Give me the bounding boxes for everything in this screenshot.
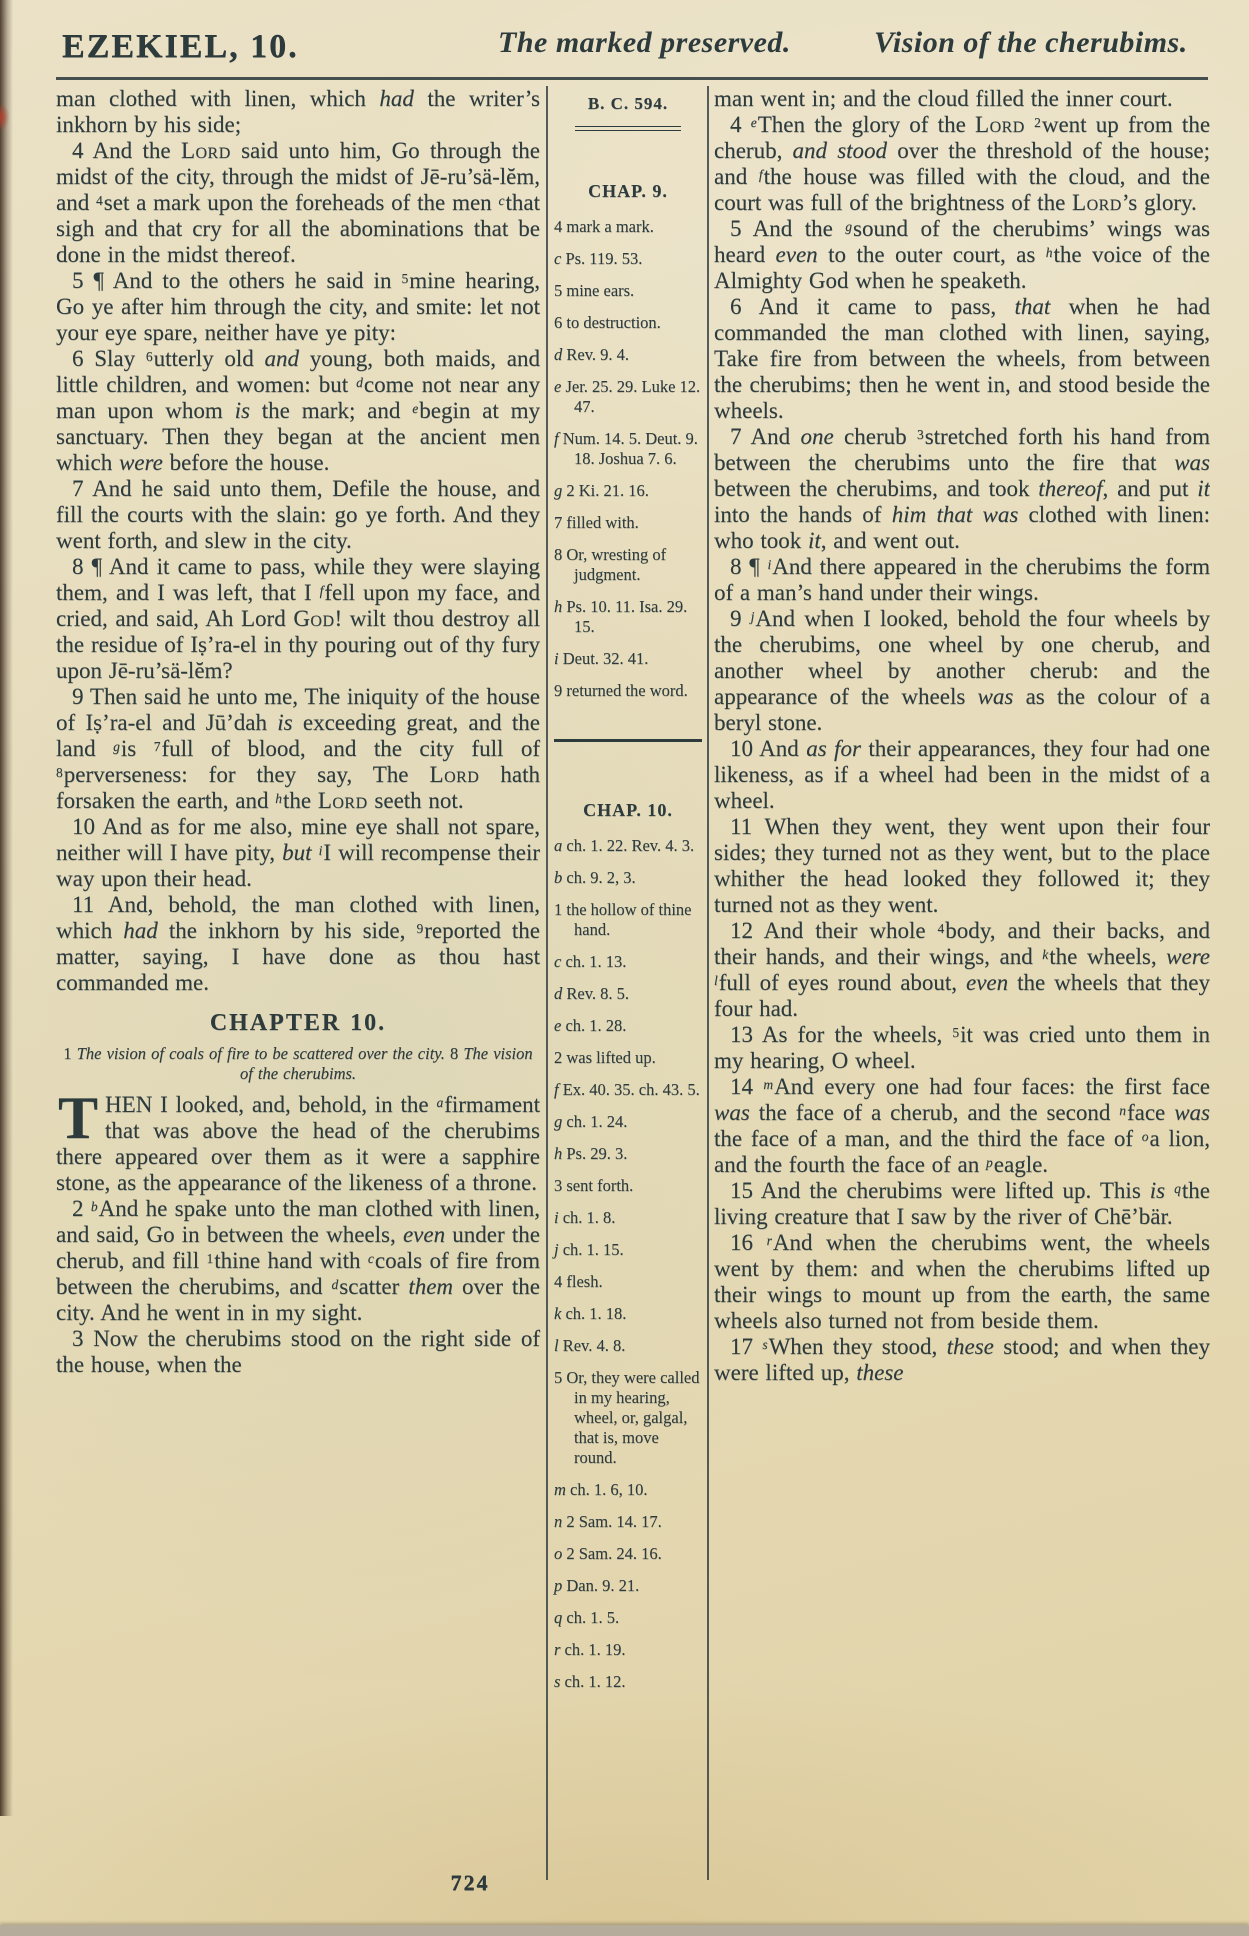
verse-paragraph: 12 And their whole $^4$body, and their backs, and their hands, and their wings, and $^k$the wheels, were $^l$full of eyes round about, even the wheels that they four had. bbox=[714, 918, 1210, 1021]
verse-paragraph: 8 ¶ And it came to pass, while they were slaying them, and I was left, that I $^f$fell upon my face, and cried, and said, Ah Lord God! wilt thou destroy all the residue of Iṣ’ra-el in thy pouring out of thy fury upon Jē-ru’sä-lĕm? bbox=[56, 554, 540, 683]
verse-paragraph: 8 ¶ $^i$And there appeared in the cherubims the form of a man’s hand under their wings. bbox=[714, 554, 1210, 605]
right-text-column bbox=[714, 86, 1210, 1880]
verse-paragraph: man clothed with linen, which had the writer’s inkhorn by his side; bbox=[56, 86, 540, 137]
margin-reference: q ch. 1. 5. bbox=[554, 1608, 620, 1627]
verse-paragraph: 11 When they went, they went upon their four sides; they turned not as they went, but to the place whither the head looked they followed it; they turned not as they went. bbox=[714, 814, 1210, 917]
margin-reference: 7 filled with. bbox=[554, 513, 639, 532]
verse-paragraph: 9 Then said he unto me, The iniquity of the house of Iṣ’ra-el and Jū’dah is exceeding great, and the land $^g$is $^7$full of blood, and the city full of $^8$perverseness: for they say, The Lord hath forsaken the earth, and $^h$the Lord seeth not. bbox=[56, 684, 540, 813]
margin-reference: m ch. 1. 6, 10. bbox=[554, 1480, 648, 1499]
verse-paragraph: CHAPTER 10. bbox=[209, 1010, 387, 1036]
verse-paragraph: THEN I looked, and, behold, in the $^a$firmament that was above the head of the cherubims there appeared over them as it were a sapphire stone, as the appearance of the likeness of a throne. bbox=[56, 1085, 540, 1195]
margin-reference: f Num. 14. 5. Deut. 9. 18. Joshua 7. 6. bbox=[554, 429, 698, 468]
verse-paragraph: 13 As for the wheels, $^5$it was cried unto them in my hearing, O wheel. bbox=[714, 1022, 1210, 1073]
verse-paragraph: 6 Slay $^6$utterly old and young, both maids, and little children, and women: but $^d$come not near any man upon whom is the mark; and $^e$begin at my sanctuary. Then they began at the ancient men which were before the house. bbox=[56, 346, 540, 475]
bc-rule bbox=[575, 126, 681, 131]
margin-reference: l Rev. 4. 8. bbox=[554, 1336, 626, 1355]
margin-reference: k ch. 1. 18. bbox=[554, 1304, 627, 1323]
chap9-references bbox=[554, 217, 702, 701]
margin-reference: g ch. 1. 24. bbox=[554, 1112, 628, 1131]
margin-reference: 6 to destruction. bbox=[554, 313, 661, 332]
section-divider-rule bbox=[554, 739, 702, 742]
verse-paragraph: 7 And he said unto them, Defile the house, and fill the courts with the slain: go ye forth. And they went forth, and slew in the city. bbox=[56, 476, 540, 553]
verse-paragraph: 11 And, behold, the man clothed with linen, which had the inkhorn by his side, $^9$reported the matter, saying, I have done as thou hast commanded me. bbox=[56, 892, 540, 995]
margin-reference: 5 Or, they were called in my hearing, wheel, or, galgal, that is, move round. bbox=[554, 1368, 700, 1467]
margin-reference: 9 returned the word. bbox=[554, 681, 688, 700]
verse-paragraph: 5 And the $^g$sound of the cherubims’ wings was heard even to the outer court, as $^h$the voice of the Almighty God when he speaketh. bbox=[714, 216, 1210, 293]
header-rule bbox=[56, 77, 1208, 80]
margin-reference: e ch. 1. 28. bbox=[554, 1016, 627, 1035]
margin-reference: 1 the hollow of thine hand. bbox=[554, 900, 692, 939]
left-text-column bbox=[56, 86, 540, 1880]
margin-reference: 3 sent forth. bbox=[554, 1176, 634, 1195]
verse-paragraph: 16 $^r$And when the cherubims went, the wheels went by them: and when the cherubims lifted up their wings to mount up from the earth, the same wheels also turned not from beside them. bbox=[714, 1230, 1210, 1333]
margin-reference: 4 mark a mark. bbox=[554, 217, 654, 236]
chap10-heading: CHAP. 10. bbox=[583, 800, 673, 820]
page-number: 724 bbox=[450, 1870, 490, 1895]
chap9-heading: CHAP. 9. bbox=[588, 181, 668, 201]
verse-paragraph: 6 And it came to pass, that when he had commanded the man clothed with linen, saying, Take fire from between the wheels, from between the cherubims; then he went in, and stood beside the wheels. bbox=[714, 294, 1210, 423]
verse-paragraph: 4 And the Lord said unto him, Go through the midst of the city, through the midst of Jē-ru’sä-lĕm, and $^4$set a mark upon the foreheads of the men $^c$that sigh and that cry for all the abominations that be done in the midst thereof. bbox=[56, 138, 540, 267]
margin-reference: e Jer. 25. 29. Luke 12. 47. bbox=[554, 377, 701, 416]
column-divider-left bbox=[546, 86, 548, 1880]
verse-paragraph: 5 ¶ And to the others he said in $^5$mine hearing, Go ye after him through the city, and smite: let not your eye spare, neither have ye pity: bbox=[56, 268, 540, 345]
verse-paragraph: 14 $^m$And every one had four faces: the first face was the face of a cherub, and the second $^n$face was the face of a man, and the third the face of $^o$a lion, and the fourth the face of an $^p$eagle. bbox=[714, 1074, 1210, 1177]
verse-paragraph: 10 And as for me also, mine eye shall not spare, neither will I have pity, but $^i$I will recompense their way upon their head. bbox=[56, 814, 541, 891]
margin-reference: j ch. 1. 15. bbox=[554, 1240, 624, 1259]
verse-paragraph: 3 Now the cherubims stood on the right side of the house, when the bbox=[56, 1326, 540, 1377]
page-columns bbox=[56, 86, 1210, 1880]
verse-paragraph: 15 And the cherubims were lifted up. This is $^q$the living creature that I saw by the river of Chē’bär. bbox=[714, 1178, 1210, 1229]
margin-reference-column bbox=[554, 86, 702, 1880]
margin-reference: a ch. 1. 22. Rev. 4. 3. bbox=[554, 836, 695, 855]
margin-reference: 2 was lifted up. bbox=[554, 1048, 656, 1067]
verse-paragraph: 7 And one cherub $^3$stretched forth his hand from between the cherubims unto the fire that was between the cherubims, and took thereof, and put it into the hands of him that was clothed with linen: who took it, and went out. bbox=[714, 424, 1210, 553]
bc-date-label: B. C. 594. bbox=[587, 94, 669, 113]
book-chapter-title: EZEKIEL, 10. bbox=[62, 28, 299, 65]
margin-reference: g 2 Ki. 21. 16. bbox=[554, 481, 649, 500]
margin-reference: 4 flesh. bbox=[554, 1272, 603, 1291]
margin-reference: i Deut. 32. 41. bbox=[554, 649, 649, 668]
scan-artifact bbox=[0, 104, 9, 130]
running-head-right: Vision of the cherubims. bbox=[874, 26, 1188, 59]
margin-reference: d Rev. 8. 5. bbox=[554, 984, 630, 1003]
chap10-references bbox=[554, 836, 702, 1692]
running-head-left: The marked preserved. bbox=[498, 26, 791, 59]
verse-paragraph: man went in; and the cloud filled the inner court. bbox=[714, 86, 1173, 111]
margin-reference: o 2 Sam. 24. 16. bbox=[554, 1544, 662, 1563]
margin-reference: b ch. 9. 2, 3. bbox=[554, 868, 636, 887]
scan-edge bbox=[0, 1925, 1249, 1936]
margin-reference: c Ps. 119. 53. bbox=[554, 249, 643, 268]
column-divider-right bbox=[707, 86, 709, 1880]
verse-paragraph: 2 $^b$And he spake unto the man clothed with linen, and said, Go in between the wheels, even under the cherub, and fill $^1$thine hand with $^c$coals of fire from between the cherubims, and $^d$scatter them over the city. And he went in in my sight. bbox=[56, 1196, 541, 1325]
margin-reference: 5 mine ears. bbox=[554, 281, 635, 300]
verse-paragraph: 1 The vision of coals of fire to be scattered over the city. 8 The vision of the cherubims. bbox=[63, 1044, 533, 1083]
verse-paragraph: 17 $^s$When they stood, these stood; and when they were lifted up, these bbox=[714, 1334, 1210, 1385]
margin-reference: c ch. 1. 13. bbox=[554, 952, 627, 971]
margin-reference: r ch. 1. 19. bbox=[554, 1640, 626, 1659]
margin-reference: n 2 Sam. 14. 17. bbox=[554, 1512, 662, 1531]
margin-reference: s ch. 1. 12. bbox=[554, 1672, 626, 1691]
margin-reference: 8 Or, wresting of judgment. bbox=[554, 545, 667, 584]
verse-paragraph: 4 $^e$Then the glory of the Lord $^2$went up from the cherub, and stood over the threshold of the house; and $^f$the house was filled with the cloud, and the court was full of the brightness of the Lord’s glory. bbox=[714, 112, 1210, 215]
margin-reference: p Dan. 9. 21. bbox=[554, 1576, 640, 1595]
margin-reference: f Ex. 40. 35. ch. 43. 5. bbox=[554, 1080, 700, 1099]
margin-reference: i ch. 1. 8. bbox=[554, 1208, 616, 1227]
margin-reference: h Ps. 29. 3. bbox=[554, 1144, 628, 1163]
running-header bbox=[56, 26, 1207, 72]
verse-paragraph: 9 $^j$And when I looked, behold the four wheels by the cherubims, one wheel by one cherub, and another wheel by another cherub: and the appearance of the wheels was as the colour of a beryl stone. bbox=[714, 606, 1210, 735]
margin-reference: d Rev. 9. 4. bbox=[554, 345, 630, 364]
verse-paragraph: 10 And as for their appearances, they four had one likeness, as if a wheel had been in the midst of a wheel. bbox=[714, 736, 1210, 813]
page-binding-shadow bbox=[0, 0, 13, 1816]
margin-reference: h Ps. 10. 11. Isa. 29. 15. bbox=[554, 597, 688, 636]
